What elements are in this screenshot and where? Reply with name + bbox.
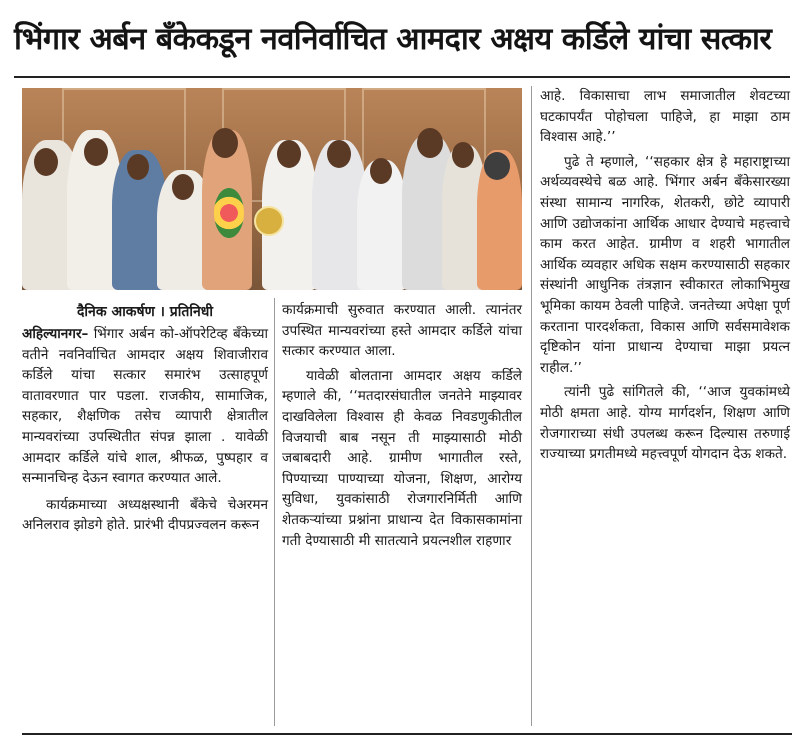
bouquet-graphic	[214, 188, 244, 238]
paragraph: यावेळी बोलताना आमदार अक्षय कर्डिले म्हणाले की, ‘‘मतदारसंघातील जनतेने माझ्यावर दाखविलेला विश्वास ही केवळ निवडणुकीतील विजयाची बाब नसून ती माझ्यासाठी मोठी जबाबदारी आहे. ग्रामीण भागातील रस्ते, पिण्याच्या पाण्याच्या योजना, शिक्षण, आरोग्य सुविधा, युवकांसाठी रोजगारनिर्मिती आणि शेतकऱ्यांच्या प्रश्नांना प्राधान्य देत विकासकामांना गती देण्यासाठी मी सातत्याने प्रयत्नशील राहणार	[282, 367, 522, 549]
paragraph: पुढे ते म्हणाले, ‘‘सहकार क्षेत्र हे महाराष्ट्राच्या अर्थव्यवस्थेचे बळ आहे. भिंगार अर्बन बँकेसारख्या संस्था सामान्य नागरिक, शेतकरी, छोटे व्यापारी आणि उद्योजकांना आर्थिक आधार देण्याचे महत्त्वाचे काम करत आहेत. ग्रामीण व शहरी भागातील आर्थिक व्यवहार अधिक सक्षम करण्यासाठी सहकार संस्थांनी आधुनिक तंत्रज्ञान स्वीकारत लोकाभिमुख भूमिका कायम ठेवली पाहिजे. जनतेच्या अपेक्षा पूर्ण करताना पारदर्शकता, विकास आणि सर्वसमावेशक दृष्टिकोन यांना प्राधान्य देण्याचा माझा प्रयत्न राहील.’’	[540, 153, 790, 376]
paragraph: त्यांनी पुढे सांगितले की, ‘‘आज युवकांमध्ये मोठी क्षमता आहे. योग्य मार्गदर्शन, शिक्षण आणि रोजगाराच्या संधी उपलब्ध करून दिल्यास तरुणाई राज्याच्या प्रगतीमध्ये महत्त्वपूर्ण योगदान देऊ शकते.	[540, 384, 790, 463]
headline: भिंगार अर्बन बँकेकडून नवनिर्वाचित आमदार अक्षय कर्डिले यांचा सत्कार	[14, 22, 772, 57]
paragraph: आहे. विकासाचा लाभ समाजातील शेवटच्या घटकापर्यंत पोहोचला पाहिजे, हा माझा ठाम विश्वास आहे.’’	[540, 88, 790, 146]
article-column-2	[282, 300, 522, 551]
headline-rule	[14, 76, 790, 78]
byline: दैनिक आकर्षण । प्रतिनिधी	[77, 304, 213, 320]
dateline-place: अहिल्यानगर–	[22, 326, 89, 342]
article-column-3	[540, 86, 790, 465]
event-photo	[22, 88, 522, 290]
column-divider	[531, 86, 532, 726]
memento-graphic	[254, 206, 284, 236]
bottom-rule	[22, 733, 792, 735]
paragraph: कार्यक्रमाची सुरुवात करण्यात आली. त्यानंतर उपस्थित मान्यवरांच्या हस्ते आमदार कर्डिले यांचा सत्कार करण्यात आला.	[282, 302, 522, 360]
column-divider	[274, 298, 275, 726]
article-column-1	[22, 324, 268, 536]
paragraph: कार्यक्रमाच्या अध्यक्षस्थानी बँकेचे चेअरमन अनिलराव झोडगे होते. प्रारंभी दीपप्रज्वलन करून	[22, 496, 268, 534]
paragraph: अहिल्यानगर– भिंगार अर्बन को-ऑपरेटिव्ह बँकेच्या वतीने नवनिर्वाचित आमदार अक्षय शिवाजीराव कर्डिले यांचा सत्कार समारंभ उत्साहपूर्ण वातावरणात पार पडला. राजकीय, सामाजिक, सहकार, शैक्षणिक तसेच व्यापारी क्षेत्रातील मान्यवरांच्या उपस्थितीत संपन्न झाला . यावेळी आमदार कर्डिले यांचे शाल, श्रीफळ, पुष्पहार व सन्मानचिन्ह देऊन स्वागत करण्यात आले.	[22, 326, 268, 487]
